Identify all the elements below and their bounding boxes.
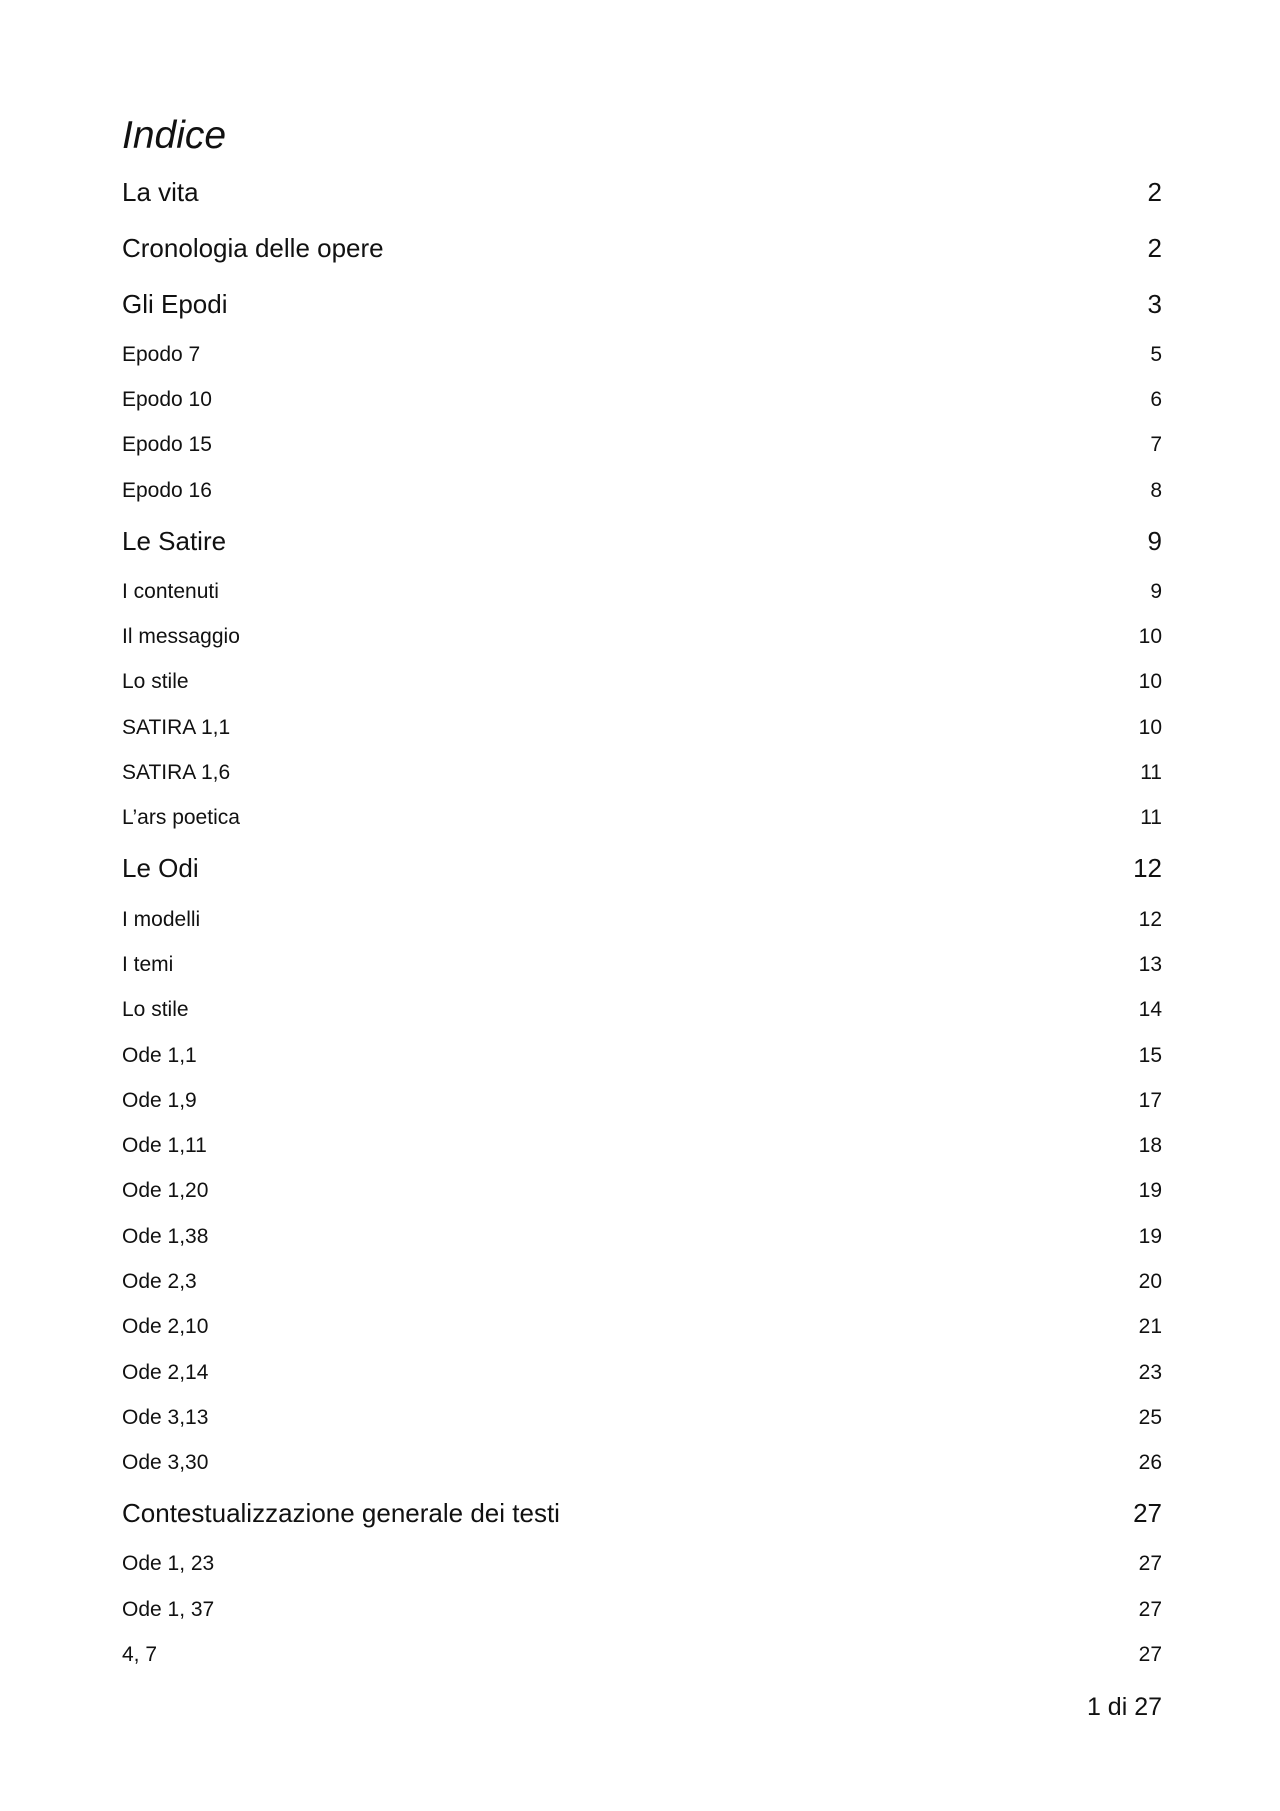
toc-entry-title: SATIRA 1,6 (122, 761, 231, 785)
toc-entry-page-number: 26 (1138, 1451, 1162, 1475)
toc-entry-title: Le Odi (122, 853, 199, 884)
toc-entry-title: Gli Epodi (122, 288, 228, 319)
toc-entry-title: SATIRA 1,1 (122, 715, 231, 739)
toc-subsection-link[interactable] (122, 1214, 1162, 1259)
page-number-footer: 1 di 27 (1086, 1693, 1162, 1721)
toc-entry-page-number: 12 (1138, 907, 1162, 931)
toc-entry-title: Ode 1,9 (122, 1088, 197, 1112)
toc-entry-title: Cronologia delle opere (122, 232, 384, 263)
toc-entry-title: I temi (122, 952, 174, 976)
toc-entry-page-number: 9 (1147, 525, 1162, 556)
toc-subsection-link[interactable] (122, 1350, 1162, 1395)
toc-subsection-link[interactable] (122, 1169, 1162, 1214)
toc-entry-title: La vita (122, 176, 199, 207)
toc-entry-title: Epodo 7 (122, 342, 201, 366)
toc-entry-page-number: 6 (1150, 387, 1162, 411)
toc-entry-title: 4, 7 (122, 1643, 158, 1667)
toc-subsection-link[interactable] (122, 988, 1162, 1033)
toc-entry-title: Ode 1,20 (122, 1179, 209, 1203)
toc-entry-page-number: 27 (1138, 1552, 1162, 1576)
toc-subsection-link[interactable] (122, 660, 1162, 705)
toc-entry-title: Lo stile (122, 670, 189, 694)
toc-entry-title: Epodo 10 (122, 387, 212, 411)
toc-entry-page-number: 9 (1150, 579, 1162, 603)
toc-section-link[interactable] (122, 220, 1162, 276)
toc-subsection-link[interactable] (122, 569, 1162, 614)
toc-entry-title: Epodo 16 (122, 478, 212, 502)
toc-entry-page-number: 18 (1138, 1134, 1162, 1158)
toc-entry-title: Il messaggio (122, 625, 240, 649)
toc-subsection-link[interactable] (122, 1542, 1162, 1587)
toc-entry-page-number: 8 (1150, 478, 1162, 502)
toc-entry-page-number: 20 (1138, 1269, 1162, 1293)
toc-entry-title: Ode 2,14 (122, 1360, 209, 1384)
toc-entry-title: Contestualizzazione generale dei testi (122, 1498, 560, 1529)
toc-entry-title: Ode 3,30 (122, 1451, 209, 1475)
toc-entry-title: Ode 2,10 (122, 1315, 209, 1339)
toc-entry-page-number: 15 (1138, 1043, 1162, 1067)
toc-subsection-link[interactable] (122, 332, 1162, 377)
toc-entry-page-number: 10 (1138, 715, 1162, 739)
toc-subsection-link[interactable] (122, 468, 1162, 513)
toc-subsection-link[interactable] (122, 1305, 1162, 1350)
toc-entry-title: Ode 2,3 (122, 1269, 197, 1293)
toc-subsection-link[interactable] (122, 1033, 1162, 1078)
toc-section-link[interactable] (122, 513, 1162, 569)
toc-subsection-link[interactable] (122, 942, 1162, 987)
toc-entry-page-number: 13 (1138, 952, 1162, 976)
toc-entry-page-number: 23 (1138, 1360, 1162, 1384)
toc-entry-title: Ode 1,38 (122, 1224, 209, 1248)
toc-subsection-link[interactable] (122, 1632, 1162, 1677)
toc-section-link[interactable] (122, 164, 1162, 220)
toc-entry-title: L’ars poetica (122, 806, 240, 830)
toc-section-link[interactable] (122, 1486, 1162, 1542)
toc-entry-page-number: 17 (1138, 1088, 1162, 1112)
toc-entry-page-number: 2 (1147, 232, 1162, 263)
toc-entry-title: Ode 1, 23 (122, 1552, 215, 1576)
toc-subsection-link[interactable] (122, 1123, 1162, 1168)
toc-subsection-link[interactable] (122, 1259, 1162, 1304)
toc-subsection-link[interactable] (122, 614, 1162, 659)
toc-entry-title: I contenuti (122, 579, 219, 603)
toc-subsection-link[interactable] (122, 377, 1162, 422)
table-of-contents (122, 164, 1162, 1678)
toc-subsection-link[interactable] (122, 1395, 1162, 1440)
toc-entry-page-number: 27 (1133, 1498, 1162, 1529)
toc-entry-page-number: 3 (1147, 288, 1162, 319)
toc-entry-page-number: 19 (1138, 1224, 1162, 1248)
toc-heading: Indice (122, 114, 227, 157)
toc-subsection-link[interactable] (122, 750, 1162, 795)
toc-entry-title: Le Satire (122, 525, 227, 556)
toc-subsection-link[interactable] (122, 423, 1162, 468)
toc-entry-page-number: 7 (1150, 433, 1162, 457)
toc-entry-page-number: 27 (1138, 1597, 1162, 1621)
toc-entry-page-number: 14 (1138, 998, 1162, 1022)
toc-entry-page-number: 27 (1138, 1643, 1162, 1667)
toc-entry-title: Ode 1, 37 (122, 1597, 215, 1621)
toc-entry-title: I modelli (122, 907, 201, 931)
toc-entry-page-number: 11 (1140, 806, 1162, 830)
toc-subsection-link[interactable] (122, 1078, 1162, 1123)
toc-subsection-link[interactable] (122, 705, 1162, 750)
toc-entry-title: Ode 1,1 (122, 1043, 197, 1067)
toc-subsection-link[interactable] (122, 1587, 1162, 1632)
toc-subsection-link[interactable] (122, 796, 1162, 841)
toc-entry-title: Ode 1,11 (122, 1134, 207, 1158)
toc-entry-title: Lo stile (122, 998, 189, 1022)
toc-entry-page-number: 12 (1133, 853, 1162, 884)
toc-entry-title: Epodo 15 (122, 433, 212, 457)
toc-entry-page-number: 10 (1138, 625, 1162, 649)
toc-entry-page-number: 25 (1138, 1405, 1162, 1429)
toc-subsection-link[interactable] (122, 1441, 1162, 1486)
toc-entry-page-number: 5 (1150, 342, 1162, 366)
toc-entry-title: Ode 3,13 (122, 1405, 209, 1429)
toc-entry-page-number: 11 (1140, 761, 1162, 785)
toc-entry-page-number: 10 (1138, 670, 1162, 694)
toc-entry-page-number: 2 (1147, 176, 1162, 207)
toc-entry-page-number: 21 (1138, 1315, 1162, 1339)
toc-section-link[interactable] (122, 841, 1162, 897)
toc-entry-page-number: 19 (1138, 1179, 1162, 1203)
toc-section-link[interactable] (122, 276, 1162, 332)
toc-subsection-link[interactable] (122, 897, 1162, 942)
